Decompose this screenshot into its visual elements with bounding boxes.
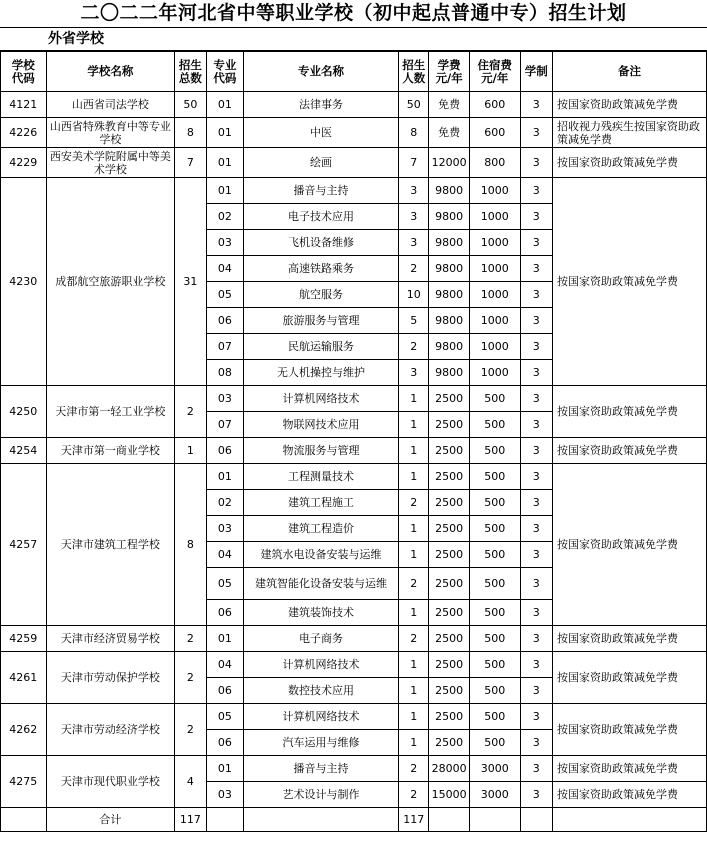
tuition-cell: 9800 [429, 360, 470, 386]
tuition-cell: 9800 [429, 256, 470, 282]
years-cell: 3 [520, 600, 552, 626]
total-empty-cell [206, 808, 243, 832]
dorm-fee-cell: 500 [469, 386, 520, 412]
major-name-cell: 建筑工程施工 [244, 490, 399, 516]
table-row [1, 148, 707, 178]
major-name-cell: 工程测量技术 [244, 464, 399, 490]
school-name-cell: 山西省特殊教育中等专业学校 [46, 118, 175, 148]
tuition-cell: 2500 [429, 516, 470, 542]
years-cell: 3 [520, 516, 552, 542]
major-name-cell: 航空服务 [244, 282, 399, 308]
school-name-cell: 西安美术学院附属中等美术学校 [46, 148, 175, 178]
total-row [1, 808, 707, 832]
years-cell: 3 [520, 704, 552, 730]
major-name-cell: 物流服务与管理 [244, 438, 399, 464]
school-name-cell: 天津市劳动经济学校 [46, 704, 175, 756]
tuition-cell: 2500 [429, 600, 470, 626]
school-total-cell: 2 [175, 652, 206, 704]
school-name-cell: 天津市第一商业学校 [46, 438, 175, 464]
major-name-cell: 建筑工程造价 [244, 516, 399, 542]
years-cell: 3 [520, 626, 552, 652]
header-school-code: 学校 代码 [1, 52, 47, 92]
major-name-cell: 绘画 [244, 148, 399, 178]
dorm-fee-cell: 500 [469, 542, 520, 568]
tuition-cell: 2500 [429, 730, 470, 756]
enroll-count-cell: 1 [399, 412, 429, 438]
note-cell: 按国家资助政策减免学费 [552, 626, 706, 652]
tuition-cell: 2500 [429, 464, 470, 490]
tuition-cell: 2500 [429, 626, 470, 652]
years-cell: 3 [520, 360, 552, 386]
header-school-name: 学校名称 [46, 52, 175, 92]
enroll-count-cell: 2 [399, 756, 429, 782]
years-cell: 3 [520, 756, 552, 782]
enroll-count-cell: 1 [399, 600, 429, 626]
dorm-fee-cell: 500 [469, 412, 520, 438]
major-name-cell: 飞机设备维修 [244, 230, 399, 256]
major-code-cell: 01 [206, 626, 243, 652]
total-enroll: 117 [399, 808, 429, 832]
enroll-count-cell: 1 [399, 678, 429, 704]
enroll-count-cell: 1 [399, 438, 429, 464]
school-total-cell: 1 [175, 438, 206, 464]
years-cell: 3 [520, 92, 552, 118]
dorm-fee-cell: 3000 [469, 756, 520, 782]
years-cell: 3 [520, 308, 552, 334]
dorm-fee-cell: 500 [469, 490, 520, 516]
dorm-fee-cell: 600 [469, 118, 520, 148]
school-name-cell: 天津市建筑工程学校 [46, 464, 175, 626]
school-name-cell: 成都航空旅游职业学校 [46, 178, 175, 386]
years-cell: 3 [520, 282, 552, 308]
major-name-cell: 中医 [244, 118, 399, 148]
major-name-cell: 物联网技术应用 [244, 412, 399, 438]
dorm-fee-cell: 500 [469, 464, 520, 490]
table-row [1, 118, 707, 148]
enroll-count-cell: 7 [399, 148, 429, 178]
school-code-cell: 4261 [1, 652, 47, 704]
major-name-cell: 播音与主持 [244, 178, 399, 204]
enroll-count-cell: 2 [399, 334, 429, 360]
major-name-cell: 建筑水电设备安装与运维 [244, 542, 399, 568]
enroll-count-cell: 1 [399, 516, 429, 542]
major-name-cell: 电子技术应用 [244, 204, 399, 230]
years-cell: 3 [520, 490, 552, 516]
school-code-cell: 4229 [1, 148, 47, 178]
note-cell: 按国家资助政策减免学费 [552, 148, 706, 178]
table-row [1, 464, 707, 490]
header-tuition: 学费 元/年 [429, 52, 470, 92]
note-cell: 按国家资助政策减免学费 [552, 92, 706, 118]
section-subtitle: 外省学校 [0, 28, 707, 51]
total-empty-cell [244, 808, 399, 832]
major-code-cell: 05 [206, 704, 243, 730]
tuition-cell: 2500 [429, 438, 470, 464]
enroll-count-cell: 1 [399, 464, 429, 490]
enroll-count-cell: 1 [399, 730, 429, 756]
dorm-fee-cell: 1000 [469, 204, 520, 230]
enroll-count-cell: 1 [399, 652, 429, 678]
tuition-cell: 9800 [429, 204, 470, 230]
major-name-cell: 数控技术应用 [244, 678, 399, 704]
years-cell: 3 [520, 568, 552, 600]
school-total-cell: 7 [175, 148, 206, 178]
enroll-count-cell: 3 [399, 230, 429, 256]
school-name-cell: 天津市经济贸易学校 [46, 626, 175, 652]
school-total-cell: 8 [175, 464, 206, 626]
dorm-fee-cell: 1000 [469, 360, 520, 386]
table-row [1, 386, 707, 412]
enroll-count-cell: 2 [399, 626, 429, 652]
school-code-cell: 4262 [1, 704, 47, 756]
school-total-cell: 2 [175, 626, 206, 652]
major-code-cell: 01 [206, 148, 243, 178]
major-code-cell: 07 [206, 334, 243, 360]
school-name-cell: 天津市劳动保护学校 [46, 652, 175, 704]
enroll-count-cell: 2 [399, 256, 429, 282]
enroll-count-cell: 8 [399, 118, 429, 148]
major-code-cell: 03 [206, 782, 243, 808]
years-cell: 3 [520, 178, 552, 204]
school-total-cell: 2 [175, 386, 206, 438]
years-cell: 3 [520, 782, 552, 808]
tuition-cell: 2500 [429, 412, 470, 438]
major-name-cell: 建筑智能化设备安装与运维 [244, 568, 399, 600]
major-name-cell: 无人机操控与维护 [244, 360, 399, 386]
dorm-fee-cell: 500 [469, 516, 520, 542]
school-total-cell: 2 [175, 704, 206, 756]
header-total: 招生 总数 [175, 52, 206, 92]
tuition-cell: 免费 [429, 92, 470, 118]
dorm-fee-cell: 1000 [469, 256, 520, 282]
tuition-cell: 9800 [429, 230, 470, 256]
note-cell: 按国家资助政策减免学费 [552, 464, 706, 626]
major-code-cell: 05 [206, 568, 243, 600]
tuition-cell: 12000 [429, 148, 470, 178]
total-empty-cell [552, 808, 706, 832]
major-code-cell: 03 [206, 516, 243, 542]
note-cell: 按国家资助政策减免学费 [552, 782, 706, 808]
major-code-cell: 05 [206, 282, 243, 308]
major-code-cell: 01 [206, 92, 243, 118]
major-code-cell: 04 [206, 652, 243, 678]
table-row [1, 756, 707, 782]
dorm-fee-cell: 500 [469, 652, 520, 678]
dorm-fee-cell: 1000 [469, 282, 520, 308]
years-cell: 3 [520, 230, 552, 256]
major-code-cell: 01 [206, 118, 243, 148]
years-cell: 3 [520, 386, 552, 412]
total-empty-cell [1, 808, 47, 832]
school-code-cell: 4121 [1, 92, 47, 118]
major-code-cell: 01 [206, 178, 243, 204]
major-code-cell: 07 [206, 412, 243, 438]
enroll-count-cell: 3 [399, 360, 429, 386]
major-name-cell: 建筑装饰技术 [244, 600, 399, 626]
major-name-cell: 民航运输服务 [244, 334, 399, 360]
years-cell: 3 [520, 438, 552, 464]
major-code-cell: 02 [206, 204, 243, 230]
enroll-count-cell: 2 [399, 568, 429, 600]
table-row [1, 626, 707, 652]
tuition-cell: 9800 [429, 282, 470, 308]
table-row [1, 704, 707, 730]
dorm-fee-cell: 600 [469, 92, 520, 118]
dorm-fee-cell: 1000 [469, 230, 520, 256]
major-code-cell: 08 [206, 360, 243, 386]
dorm-fee-cell: 800 [469, 148, 520, 178]
years-cell: 3 [520, 730, 552, 756]
note-cell: 按国家资助政策减免学费 [552, 438, 706, 464]
school-code-cell: 4250 [1, 386, 47, 438]
enrollment-table [0, 51, 707, 832]
total-label: 合计 [46, 808, 175, 832]
major-name-cell: 艺术设计与制作 [244, 782, 399, 808]
tuition-cell: 2500 [429, 490, 470, 516]
dorm-fee-cell: 1000 [469, 334, 520, 360]
school-code-cell: 4259 [1, 626, 47, 652]
header-years: 学制 [520, 52, 552, 92]
tuition-cell: 2500 [429, 678, 470, 704]
tuition-cell: 免费 [429, 118, 470, 148]
school-code-cell: 4257 [1, 464, 47, 626]
header-major-code: 专业 代码 [206, 52, 243, 92]
major-code-cell: 06 [206, 730, 243, 756]
tuition-cell: 2500 [429, 652, 470, 678]
note-cell: 按国家资助政策减免学费 [552, 178, 706, 386]
years-cell: 3 [520, 464, 552, 490]
school-code-cell: 4254 [1, 438, 47, 464]
dorm-fee-cell: 500 [469, 600, 520, 626]
school-total-cell: 4 [175, 756, 206, 808]
years-cell: 3 [520, 412, 552, 438]
tuition-cell: 2500 [429, 542, 470, 568]
dorm-fee-cell: 3000 [469, 782, 520, 808]
header-note: 备注 [552, 52, 706, 92]
tuition-cell: 2500 [429, 386, 470, 412]
major-code-cell: 06 [206, 678, 243, 704]
enroll-count-cell: 2 [399, 782, 429, 808]
dorm-fee-cell: 500 [469, 568, 520, 600]
major-name-cell: 播音与主持 [244, 756, 399, 782]
table-row [1, 178, 707, 204]
enroll-count-cell: 50 [399, 92, 429, 118]
major-name-cell: 法律事务 [244, 92, 399, 118]
major-code-cell: 03 [206, 386, 243, 412]
years-cell: 3 [520, 148, 552, 178]
note-cell: 按国家资助政策减免学费 [552, 386, 706, 438]
table-row [1, 92, 707, 118]
enroll-count-cell: 1 [399, 386, 429, 412]
enroll-count-cell: 3 [399, 204, 429, 230]
major-name-cell: 计算机网络技术 [244, 704, 399, 730]
total-empty-cell [469, 808, 520, 832]
total-count: 117 [175, 808, 206, 832]
major-name-cell: 旅游服务与管理 [244, 308, 399, 334]
school-total-cell: 50 [175, 92, 206, 118]
total-empty-cell [429, 808, 470, 832]
note-cell: 按国家资助政策减免学费 [552, 756, 706, 782]
school-code-cell: 4230 [1, 178, 47, 386]
years-cell: 3 [520, 204, 552, 230]
school-name-cell: 天津市第一轻工业学校 [46, 386, 175, 438]
table-row [1, 438, 707, 464]
enroll-count-cell: 1 [399, 704, 429, 730]
major-name-cell: 汽车运用与维修 [244, 730, 399, 756]
years-cell: 3 [520, 256, 552, 282]
school-total-cell: 8 [175, 118, 206, 148]
school-name-cell: 山西省司法学校 [46, 92, 175, 118]
dorm-fee-cell: 1000 [469, 178, 520, 204]
major-code-cell: 04 [206, 256, 243, 282]
dorm-fee-cell: 500 [469, 704, 520, 730]
major-code-cell: 04 [206, 542, 243, 568]
note-cell: 招收视力残疾生按国家资助政策减免学费 [552, 118, 706, 148]
years-cell: 3 [520, 542, 552, 568]
header-dorm: 住宿费 元/年 [469, 52, 520, 92]
major-name-cell: 高速铁路乘务 [244, 256, 399, 282]
years-cell: 3 [520, 652, 552, 678]
total-empty-cell [520, 808, 552, 832]
school-name-cell: 天津市现代职业学校 [46, 756, 175, 808]
years-cell: 3 [520, 334, 552, 360]
tuition-cell: 2500 [429, 568, 470, 600]
dorm-fee-cell: 500 [469, 678, 520, 704]
enroll-count-cell: 10 [399, 282, 429, 308]
major-code-cell: 06 [206, 438, 243, 464]
tuition-cell: 2500 [429, 704, 470, 730]
enroll-count-cell: 5 [399, 308, 429, 334]
major-code-cell: 02 [206, 490, 243, 516]
header-row [1, 52, 707, 92]
school-code-cell: 4275 [1, 756, 47, 808]
note-cell: 按国家资助政策减免学费 [552, 704, 706, 756]
enroll-count-cell: 1 [399, 542, 429, 568]
table-row [1, 652, 707, 678]
enroll-count-cell: 3 [399, 178, 429, 204]
major-code-cell: 03 [206, 230, 243, 256]
dorm-fee-cell: 500 [469, 626, 520, 652]
major-name-cell: 计算机网络技术 [244, 386, 399, 412]
header-major-name: 专业名称 [244, 52, 399, 92]
major-code-cell: 06 [206, 308, 243, 334]
enroll-count-cell: 2 [399, 490, 429, 516]
dorm-fee-cell: 500 [469, 730, 520, 756]
tuition-cell: 9800 [429, 178, 470, 204]
note-cell: 按国家资助政策减免学费 [552, 652, 706, 704]
tuition-cell: 15000 [429, 782, 470, 808]
tuition-cell: 9800 [429, 334, 470, 360]
header-enroll: 招生 人数 [399, 52, 429, 92]
major-code-cell: 01 [206, 756, 243, 782]
major-name-cell: 电子商务 [244, 626, 399, 652]
school-total-cell: 31 [175, 178, 206, 386]
page-title: 二〇二二年河北省中等职业学校（初中起点普通中专）招生计划 [0, 0, 707, 28]
school-code-cell: 4226 [1, 118, 47, 148]
major-code-cell: 01 [206, 464, 243, 490]
dorm-fee-cell: 1000 [469, 308, 520, 334]
dorm-fee-cell: 500 [469, 438, 520, 464]
major-code-cell: 06 [206, 600, 243, 626]
years-cell: 3 [520, 118, 552, 148]
tuition-cell: 9800 [429, 308, 470, 334]
years-cell: 3 [520, 678, 552, 704]
major-name-cell: 计算机网络技术 [244, 652, 399, 678]
tuition-cell: 28000 [429, 756, 470, 782]
